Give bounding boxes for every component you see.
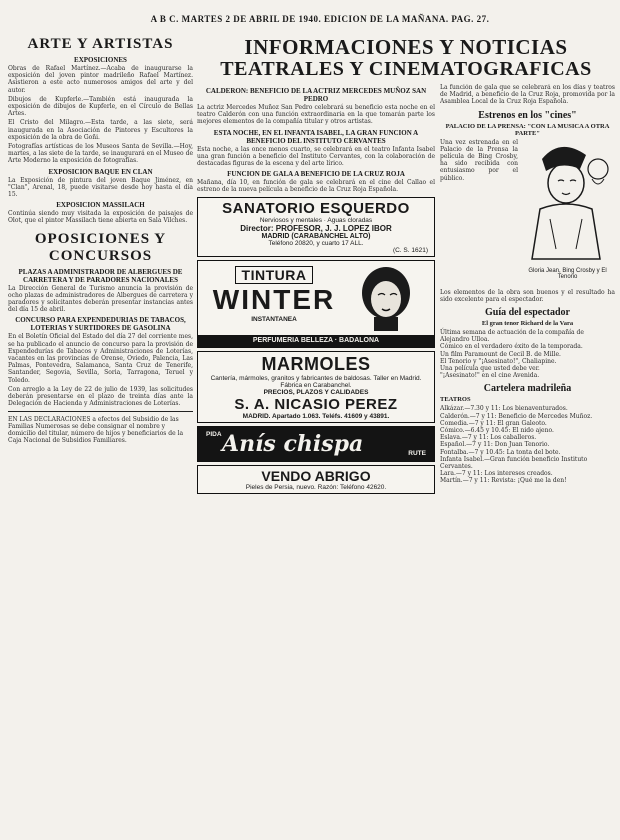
cartelera-heading: Cartelera madrileña	[483, 383, 572, 395]
sanatorio-ad	[197, 197, 435, 257]
anis-brand: RUTE	[408, 449, 426, 457]
concurso-text-2: Con arreglo a la Ley de 22 de julio de 1939, las solicitudes deberán presentarse en el plazo de treinta días ante la Delegación de Hacienda y Administraciones de Loterías.	[8, 385, 193, 408]
illustration-caption: Gloria Jean, Bing Crosby y El Tenorio	[528, 267, 607, 280]
concurso-heading: CONCURSO PARA EXPENDEDURIAS DE TABACOS, LOTERIAS Y SURTIDORES DE GASOLINA	[15, 316, 186, 333]
vendo-ad	[197, 465, 435, 494]
marmoles-text: Cantería, mármoles, granitos y fabricantes de baldosas. Taller en Madrid. Fábrica en Carabanchel.	[210, 374, 422, 389]
winter-ad	[197, 260, 435, 348]
sanatorio-name: SANATORIO ESQUERDO	[222, 199, 410, 217]
middle-column	[197, 84, 435, 834]
palacio-text: Una vez estrenada en el Palacio de la Prensa la película de Bing Crosby, ha sido recibida con entusiasmo por el público.	[440, 138, 518, 182]
arte-paragraph-4: Fotografías artísticas de los Museos Santa de Sevilla.—Hoy, martes, a las siete de la tarde, se inaugurará en el Museo de Arte Moderno la exposición de fotografías.	[8, 143, 193, 165]
guia-item: "¡Asesinato!" en el cine Avenida.	[440, 372, 540, 380]
infanta-heading: ESTA NOCHE, EN EL INFANTA ISABEL, LA GRAN FUNCION A BENEFICIO DEL INSTITUTO CERVANTES	[213, 128, 419, 145]
oposiciones-heading: OPOSICIONES Y CONCURSOS	[34, 230, 167, 264]
palacio-text-2: Los elementos de la obra son buenos y el resultado ha sido excelente para el espectador.	[440, 288, 615, 303]
gala-heading: FUNCION DE GALA A BENEFICIO DE LA CRUZ ROJA	[227, 170, 405, 179]
teatro-item: Comedia.—7 y 11: El gran Galeoto.	[440, 419, 547, 427]
gala-text: Mañana, día 10, en función de gala se celebrará en el cine del Callao el estreno de la nueva película a beneficio de la Cruz Roja Española.	[197, 179, 435, 194]
arte-paragraph-3: El Cristo del Milagro.—Esta tarde, a las siete, será inaugurada en la Asociación de Pintores y Escultores la exposición de la obra de Goñi.	[8, 119, 193, 141]
perfumeria-bar: PERFUMERIA BELLEZA · BADALONA	[198, 335, 434, 347]
main-headline	[197, 36, 615, 80]
guia-list	[440, 329, 615, 379]
calderon-heading: CALDERON: BENEFICIO DE LA ACTRIZ MERCEDES MUÑOZ SAN PEDRO	[205, 87, 427, 103]
guia-item: Última semana de actuación de la compañía de Alejandro Ulloa.	[440, 329, 584, 344]
arte-paragraph-2: Dibujos de Kupferle.—También está inaugurada la exposición de dibujos de Kupferle, en el Círculo de Bellas Artes.	[8, 95, 193, 118]
teatro-item: Infanta Isabel.—Gran función beneficio Instituto Cervantes.	[440, 455, 588, 471]
plazas-heading: PLAZAS A ADMINISTRADOR DE ALBERGUES DE CARRETERA Y DE PARADORES NACIONALES	[18, 267, 183, 284]
right-column	[440, 84, 615, 834]
marmoles-ad	[197, 351, 435, 423]
exposiciones-subheading: EXPOSICIONES	[74, 56, 127, 64]
guia-subheading: El gran tenor Richard de la Vara	[481, 320, 574, 328]
expo-massilach-text: Continúa siendo muy visitada la exposición de paisajes de Olot, que el pintor Massilach tiene abierta en Sala Vilches.	[8, 210, 193, 225]
teatro-item: Martín.—7 y 11: Revista: ¡Qué me la den!	[440, 477, 567, 485]
winter-sub: INSTANTANEA	[251, 315, 297, 323]
footnote: EN LAS DECLARACIONES a efectos del Subsidio de las Familias Numerosas se debe consignar el nombre y domicilio del titular, número de hijos y beneficiarios de la Caja Nacional de Subsidios Familiares.	[8, 415, 184, 444]
illustration-block	[520, 139, 615, 280]
tintura-label: TINTURA	[235, 266, 314, 284]
teatro-item: Calderón.—7 y 11: Beneficio de Mercedes Muñoz.	[440, 412, 593, 420]
anis-pida: PIDA	[206, 430, 222, 438]
caricature-illustration	[520, 139, 615, 267]
nicasio-sub: MADRID. Apartado 1.063. Teléfs. 41609 y 43891.	[242, 412, 390, 420]
teatro-item: Cómico.—6.45 y 10.45: El nido ajeno.	[440, 427, 554, 435]
guia-item: Una película que usted debe ver.	[440, 365, 540, 373]
estrenos-heading: Estrenos en los "cines"	[478, 109, 577, 121]
masthead: A B C. MARTES 2 DE ABRIL DE 1940. EDICION DE LA MAÑANA. PAG. 27.	[150, 14, 490, 24]
woman-portrait-illustration	[344, 263, 428, 331]
teatro-item: Lara.—7 y 11: Los intereses creados.	[440, 470, 553, 478]
expo-massilach-heading: EXPOSICION MASSILACH	[56, 201, 145, 210]
palacio-heading: PALACIO DE LA PRENSA: "CON LA MUSICA A OTRA PARTE"	[445, 122, 610, 137]
sanatorio-director: Director: PROFESOR, J. J. LOPEZ IBOR	[240, 223, 392, 233]
main-headline-line1: INFORMACIONES Y NOTICIAS	[244, 35, 568, 59]
main-headline-line2: TEATRALES Y CINEMATOGRAFICAS	[220, 58, 592, 80]
calderon-text: La actriz Mercedes Muñoz San Pedro celebrará su beneficio esta noche en el teatro Calderón con una función extraordinaria en la que tomarán parte los mejores elementos de la compañía titular y otros artistas.	[197, 104, 435, 126]
arte-paragraph-1: Obras de Rafael Martínez.—Acaba de inaugurarse la exposición del joven pintor madrileño Rafael Martínez. Asistieron a este acto numerosos amigos del arte y del autor.	[8, 65, 193, 94]
left-column	[8, 34, 193, 834]
guia-item: El Tenorio y "¡Asesinato!", Chaliapine.	[440, 357, 557, 365]
vendo-text: Pieles de Persia, nuevo. Razón: Teléfono 42620.	[245, 483, 387, 491]
marmoles-sub: PRECIOS, PLAZOS Y CALIDADES	[263, 388, 369, 396]
concurso-text: En el Boletín Oficial del Estado del día 27 del corriente mes, se ha publicado el anuncio de concurso para la provisión de Expendedurías de Tabacos y Administraciones de Loterías, vacantes en las provincias de Orense, Oviedo, Palencia, Las Palmas, Pontevedra, Salamanca, Santa Cruz de Tenerife, Santander, Segovia, Sevilla, Soria, Tarragona, Teruel y Toledo.	[8, 333, 193, 384]
anis-name: Anís chispa	[222, 430, 364, 457]
teatro-item: Eslava.—7 y 11: Los caballeros.	[440, 434, 537, 442]
teatro-item: Fontalba.—7 y 10.45: La tonta del bote.	[440, 448, 561, 456]
infanta-text: Esta noche, a las once menos cuarto, se celebrará en el teatro Infanta Isabel una gran función a beneficio del Instituto Cervantes, con la colaboración de destacadas figuras de la escena y del arte lírico.	[197, 145, 435, 168]
teatros-list	[440, 405, 615, 484]
nicasio-title: S. A. NICASIO PEREZ	[234, 395, 398, 413]
guia-heading: Guía del espectador	[485, 307, 570, 319]
arte-heading: ARTE Y ARTISTAS	[27, 36, 174, 52]
teatro-item: Español.—7 y 11: Don Juan Tenorio.	[440, 441, 550, 449]
winter-text-block	[204, 265, 344, 323]
plazas-text: La Dirección General de Turismo anuncia la provisión de ocho plazas de administradores de Albergues de carretera y paradores y solicitantes deberán presentar instancias antes del día 15 de abril.	[8, 284, 193, 314]
guia-item: Cómico en el verdadero éxito de la temporada.	[440, 343, 583, 351]
funcion-text: La función de gala que se celebrará en los días y teatros de Madrid, a beneficio de la Cruz Roja, promovida por la Asamblea Local de la Cruz Roja Española.	[440, 84, 615, 106]
winter-label: WINTER	[212, 283, 336, 315]
expo-baque-heading: EXPOSICION BAQUE EN CLAN	[48, 167, 153, 176]
estrenos-block	[440, 139, 615, 289]
anis-chispa-ad	[197, 426, 435, 462]
teatro-item: Alkázar.—7.30 y 11: Los bienaventurados.	[440, 405, 568, 413]
teatros-label: TEATROS	[440, 396, 471, 404]
expo-baque-text: La Exposición de pintura del joven Baque Jiménez, en "Clan", Arenal, 18, puede visitarse desde hoy hasta el día 15.	[8, 176, 193, 199]
vendo-title: VENDO ABRIGO	[261, 467, 371, 484]
sanatorio-phone: Teléfono 20820, y cuarto 17 ALL.	[268, 239, 364, 247]
divider	[8, 411, 193, 412]
sanatorio-ref: (C. S. 1621)	[392, 246, 428, 254]
marmoles-title: MARMOLES	[261, 353, 371, 374]
sanatorio-sub: Nerviosos y mentales · Aguas cloradas	[259, 216, 373, 224]
sanatorio-address: MADRID (CARABANCHEL ALTO)	[261, 232, 371, 240]
guia-item: Un film Paramount de Cecil B. de Mille.	[440, 350, 561, 358]
